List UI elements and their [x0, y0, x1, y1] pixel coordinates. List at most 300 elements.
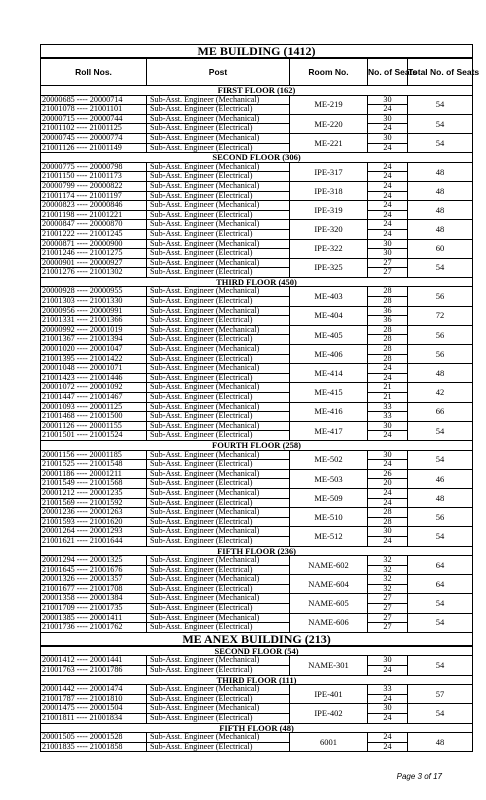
room-no: ME-403	[290, 287, 368, 306]
seat-plan-body	[41, 44, 480, 752]
roll-from: 21001569	[42, 497, 75, 507]
seat-count: 30	[368, 704, 408, 714]
post: Sub-Asst. Engineer (Mechanical)	[147, 527, 290, 537]
post: Sub-Asst. Engineer (Mechanical)	[147, 325, 290, 335]
roll-range: 20000745 ---- 20000774	[41, 133, 147, 143]
roll-range: 21001126 ---- 21001149	[41, 143, 147, 153]
post: Sub-Asst. Engineer (Electrical)	[147, 191, 290, 201]
roll-to: 20000822	[89, 180, 123, 190]
roll-range: 21001198 ---- 21001221	[41, 210, 147, 220]
seat-count: 24	[368, 105, 408, 115]
seat-count: 24	[368, 431, 408, 441]
roll-range: 21001593 ---- 21001620	[41, 517, 147, 527]
post: Sub-Asst. Engineer (Mechanical)	[147, 162, 290, 172]
roll-to: 20001092	[89, 382, 123, 392]
roll-to: 20000955	[89, 286, 123, 296]
room-no: NAME-604	[290, 575, 368, 594]
seat-count: 24	[368, 210, 408, 220]
roll-from: 20000956	[42, 305, 75, 315]
post: Sub-Asst. Engineer (Electrical)	[147, 105, 290, 115]
total-seats: 48	[408, 201, 473, 220]
post: Sub-Asst. Engineer (Electrical)	[147, 210, 290, 220]
roll-from: 20001264	[42, 526, 75, 536]
roll-to: 20000798	[89, 161, 123, 171]
roll-to: 21001221	[89, 209, 123, 219]
roll-from: 21001621	[42, 535, 75, 545]
roll-range: 20000715 ---- 20000744	[41, 114, 147, 124]
roll-from: 21001549	[42, 478, 75, 488]
roll-range: 20001358 ---- 20001384	[41, 594, 147, 604]
seat-count: 24	[368, 124, 408, 134]
roll-from: 20001212	[42, 487, 75, 497]
roll-range: 20001212 ---- 20001235	[41, 488, 147, 498]
post: Sub-Asst. Engineer (Electrical)	[147, 623, 290, 633]
roll-range: 21001423 ---- 21001446	[41, 373, 147, 383]
roll-from: 21001593	[42, 516, 75, 526]
seat-count: 28	[368, 508, 408, 518]
header-post: Post	[147, 58, 290, 86]
room-no: IPE-320	[290, 220, 368, 239]
roll-from: 21001276	[42, 267, 75, 277]
room-no: ME-414	[290, 364, 368, 383]
room-no: IPE-319	[290, 201, 368, 220]
seat-count: 24	[368, 536, 408, 546]
post: Sub-Asst. Engineer (Mechanical)	[147, 287, 290, 297]
roll-to: 21001101	[89, 104, 123, 114]
roll-to: 21001500	[89, 411, 123, 421]
total-seats: 54	[408, 450, 473, 469]
roll-from: 21001395	[42, 353, 75, 363]
roll-from: 21001303	[42, 296, 75, 306]
roll-range: 20001475 ---- 20001504	[41, 704, 147, 714]
roll-to: 21001197	[89, 190, 122, 200]
roll-range: 20001442 ---- 20001474	[41, 685, 147, 695]
seat-count: 28	[368, 325, 408, 335]
roll-range: 21001150 ---- 21001173	[41, 172, 147, 182]
roll-to: 20000927	[89, 257, 123, 267]
roll-from: 21001501	[42, 430, 75, 440]
roll-from: 21001331	[42, 315, 75, 325]
post: Sub-Asst. Engineer (Electrical)	[147, 229, 290, 239]
roll-range: 20000799 ---- 20000822	[41, 181, 147, 191]
total-seats: 56	[408, 508, 473, 527]
room-no: ME-405	[290, 325, 368, 344]
seat-count: 24	[368, 460, 408, 470]
roll-from: 21001150	[42, 171, 75, 181]
total-seats: 54	[408, 95, 473, 114]
seat-count: 30	[368, 95, 408, 105]
roll-range: 21001395 ---- 21001422	[41, 354, 147, 364]
roll-from: 20000901	[42, 257, 75, 267]
roll-from: 21001787	[42, 693, 75, 703]
total-seats: 56	[408, 325, 473, 344]
post: Sub-Asst. Engineer (Electrical)	[147, 742, 290, 752]
seat-count: 24	[368, 172, 408, 182]
post: Sub-Asst. Engineer (Mechanical)	[147, 114, 290, 124]
roll-from: 21001645	[42, 564, 75, 574]
roll-to: 21001330	[89, 296, 123, 306]
roll-range: 20001412 ---- 20001441	[41, 656, 147, 666]
roll-range: 21001763 ---- 21001786	[41, 666, 147, 676]
post: Sub-Asst. Engineer (Mechanical)	[147, 450, 290, 460]
total-seats: 54	[408, 613, 473, 632]
roll-range: 21001447 ---- 21001467	[41, 393, 147, 403]
roll-from: 20001072	[42, 382, 75, 392]
roll-from: 21001126	[42, 142, 75, 152]
roll-from: 21001367	[42, 334, 75, 344]
post: Sub-Asst. Engineer (Electrical)	[147, 412, 290, 422]
seat-count: 28	[368, 354, 408, 364]
roll-to: 21001275	[89, 248, 123, 258]
post: Sub-Asst. Engineer (Mechanical)	[147, 306, 290, 316]
seat-count: 24	[368, 666, 408, 676]
roll-to: 20001384	[89, 593, 123, 603]
header-roll-nos: Roll Nos.	[41, 58, 147, 86]
seat-count: 24	[368, 162, 408, 172]
roll-to: 21001422	[89, 353, 123, 363]
post: Sub-Asst. Engineer (Electrical)	[147, 268, 290, 278]
roll-range: 21001222 ---- 21001245	[41, 229, 147, 239]
post: Sub-Asst. Engineer (Electrical)	[147, 666, 290, 676]
post: Sub-Asst. Engineer (Electrical)	[147, 584, 290, 594]
roll-to: 21001786	[89, 665, 123, 675]
room-no: ME-219	[290, 95, 368, 114]
seat-count: 24	[368, 373, 408, 383]
roll-range: 21001276 ---- 21001302	[41, 268, 147, 278]
roll-from: 21001677	[42, 583, 75, 593]
post: Sub-Asst. Engineer (Mechanical)	[147, 733, 290, 743]
seat-count: 27	[368, 258, 408, 268]
seat-count: 24	[368, 201, 408, 211]
roll-from: 21001423	[42, 372, 75, 382]
roll-range: 20000847 ---- 20000870	[41, 220, 147, 230]
seat-count: 28	[368, 335, 408, 345]
seat-count: 24	[368, 143, 408, 153]
room-no: 6001	[290, 733, 368, 752]
roll-from: 20000992	[42, 324, 75, 334]
roll-to: 21001149	[89, 142, 122, 152]
roll-to: 20001504	[89, 703, 123, 713]
post: Sub-Asst. Engineer (Electrical)	[147, 604, 290, 614]
post: Sub-Asst. Engineer (Electrical)	[147, 335, 290, 345]
roll-to: 21001620	[89, 516, 123, 526]
roll-from: 21001811	[42, 713, 75, 722]
roll-to: 21001708	[89, 583, 123, 593]
roll-range: 20000901 ---- 20000927	[41, 258, 147, 268]
roll-to: 21001834	[89, 713, 123, 722]
roll-range: 20000775 ---- 20000798	[41, 162, 147, 172]
roll-to: 21001394	[89, 334, 123, 344]
roll-from: 20001020	[42, 344, 75, 354]
room-no: ME-416	[290, 402, 368, 421]
seat-count: 33	[368, 402, 408, 412]
roll-to: 21001735	[89, 603, 123, 613]
total-seats: 48	[408, 220, 473, 239]
room-no: ME-503	[290, 469, 368, 488]
roll-to: 20001125	[89, 401, 123, 411]
roll-from: 20000685	[42, 94, 75, 104]
total-seats: 56	[408, 345, 473, 364]
post: Sub-Asst. Engineer (Electrical)	[147, 498, 290, 508]
total-seats: 46	[408, 469, 473, 488]
roll-from: 20001385	[42, 612, 75, 622]
total-seats: 57	[408, 685, 473, 704]
total-seats: 48	[408, 162, 473, 181]
roll-range: 20001020 ---- 20001047	[41, 345, 147, 355]
seat-count: 30	[368, 114, 408, 124]
room-no: ME-502	[290, 450, 368, 469]
total-seats: 54	[408, 594, 473, 613]
post: Sub-Asst. Engineer (Mechanical)	[147, 133, 290, 143]
roll-to: 21001302	[89, 267, 123, 277]
roll-to: 20000744	[89, 113, 123, 123]
seat-count: 30	[368, 249, 408, 259]
room-no: ME-220	[290, 114, 368, 133]
header-no-of-seats: No. of Seats	[368, 58, 408, 86]
seat-count: 28	[368, 345, 408, 355]
roll-range: 20001326 ---- 20001357	[41, 575, 147, 585]
floor-title: FIFTH FLOOR (236)	[41, 546, 473, 556]
seat-count: 27	[368, 604, 408, 614]
floor-title: THIRD FLOOR (111)	[41, 675, 473, 685]
seat-count: 32	[368, 575, 408, 585]
building-title: ME BUILDING (1412)	[41, 45, 473, 59]
roll-to: 20001211	[89, 468, 122, 478]
roll-from: 21001246	[42, 248, 75, 258]
floor-title: SECOND FLOOR (54)	[41, 646, 473, 656]
seat-count: 28	[368, 287, 408, 297]
roll-from: 20000799	[42, 180, 75, 190]
roll-to: 20001293	[89, 526, 123, 536]
roll-from: 20001186	[42, 468, 75, 478]
post: Sub-Asst. Engineer (Electrical)	[147, 373, 290, 383]
seat-count: 30	[368, 656, 408, 666]
seat-count: 32	[368, 565, 408, 575]
roll-to: 20000900	[89, 238, 123, 248]
roll-to: 21001173	[89, 171, 122, 181]
roll-range: 21001102 ---- 21001125	[41, 124, 147, 134]
post: Sub-Asst. Engineer (Electrical)	[147, 460, 290, 470]
roll-to: 20001357	[89, 574, 123, 584]
roll-to: 21001467	[89, 392, 123, 401]
roll-range: 20001294 ---- 20001325	[41, 556, 147, 566]
total-seats: 72	[408, 306, 473, 325]
roll-from: 21001468	[42, 411, 75, 421]
seat-count: 30	[368, 450, 408, 460]
roll-range: 20000685 ---- 20000714	[41, 95, 147, 105]
post: Sub-Asst. Engineer (Electrical)	[147, 714, 290, 724]
roll-to: 20000870	[89, 219, 123, 229]
total-seats: 54	[408, 704, 473, 723]
roll-from: 20001412	[42, 655, 75, 665]
post: Sub-Asst. Engineer (Mechanical)	[147, 364, 290, 374]
total-seats: 54	[408, 656, 473, 675]
roll-to: 21001858	[89, 741, 123, 751]
roll-from: 21001222	[42, 228, 75, 238]
column-header-row	[41, 58, 473, 86]
roll-range: 20001186 ---- 20001211	[41, 469, 147, 479]
post: Sub-Asst. Engineer (Mechanical)	[147, 488, 290, 498]
roll-from: 21001763	[42, 665, 75, 675]
floor-row	[41, 646, 473, 656]
post: Sub-Asst. Engineer (Mechanical)	[147, 345, 290, 355]
roll-from: 20001294	[42, 555, 75, 565]
roll-from: 21001709	[42, 603, 75, 613]
roll-range: 20001505 ---- 20001528	[41, 733, 147, 743]
post: Sub-Asst. Engineer (Mechanical)	[147, 239, 290, 249]
seat-count: 30	[368, 421, 408, 431]
roll-range: 21001174 ---- 21001197	[41, 191, 147, 201]
seat-count: 24	[368, 742, 408, 752]
header-total-seats: Total No. of Seats	[408, 58, 473, 86]
roll-to: 21001810	[89, 693, 123, 703]
post: Sub-Asst. Engineer (Electrical)	[147, 431, 290, 441]
roll-to: 20001263	[89, 507, 123, 517]
seat-count: 24	[368, 364, 408, 374]
roll-to: 21001245	[89, 228, 123, 238]
seat-count: 27	[368, 594, 408, 604]
seat-count: 24	[368, 488, 408, 498]
roll-to: 20001185	[89, 449, 122, 459]
seat-count: 28	[368, 517, 408, 527]
roll-to: 20001441	[89, 655, 123, 665]
seat-count: 30	[368, 133, 408, 143]
roll-range: 20000871 ---- 20000900	[41, 239, 147, 249]
roll-to: 20001528	[89, 732, 123, 742]
roll-to: 21001125	[89, 123, 122, 133]
roll-to: 20001411	[89, 612, 123, 622]
seat-count: 30	[368, 527, 408, 537]
roll-to: 20000714	[89, 94, 123, 104]
post: Sub-Asst. Engineer (Electrical)	[147, 297, 290, 307]
roll-from: 21001525	[42, 459, 75, 469]
roll-range: 20000823 ---- 20000846	[41, 201, 147, 211]
roll-range: 21001645 ---- 21001676	[41, 565, 147, 575]
total-seats: 54	[408, 133, 473, 152]
total-seats: 48	[408, 181, 473, 200]
roll-range: 21001709 ---- 21001735	[41, 604, 147, 614]
roll-range: 21001811 ---- 21001834	[41, 714, 147, 724]
total-seats: 54	[408, 114, 473, 133]
seat-count: 32	[368, 584, 408, 594]
roll-from: 20001048	[42, 363, 75, 373]
roll-from: 20001475	[42, 703, 75, 713]
room-no: NAME-301	[290, 656, 368, 675]
room-no: ME-510	[290, 508, 368, 527]
post: Sub-Asst. Engineer (Electrical)	[147, 124, 290, 134]
roll-from: 20001093	[42, 401, 75, 411]
post: Sub-Asst. Engineer (Mechanical)	[147, 201, 290, 211]
post: Sub-Asst. Engineer (Mechanical)	[147, 181, 290, 191]
room-no: NAME-605	[290, 594, 368, 613]
room-no: ME-415	[290, 383, 368, 402]
post: Sub-Asst. Engineer (Electrical)	[147, 143, 290, 153]
roll-to: 20000846	[89, 200, 123, 210]
roll-to: 20001019	[89, 324, 123, 334]
roll-from: 20001156	[42, 449, 75, 459]
post: Sub-Asst. Engineer (Mechanical)	[147, 383, 290, 393]
roll-from: 21001835	[42, 741, 75, 751]
seat-count: 21	[368, 383, 408, 393]
roll-range: 20001126 ---- 20001155	[41, 421, 147, 431]
roll-from: 21001447	[42, 392, 75, 401]
seat-count: 24	[368, 498, 408, 508]
post: Sub-Asst. Engineer (Mechanical)	[147, 258, 290, 268]
seat-count: 30	[368, 239, 408, 249]
total-seats: 48	[408, 364, 473, 383]
seat-count: 24	[368, 714, 408, 724]
roll-range: 21001569 ---- 21001592	[41, 498, 147, 508]
seat-count: 24	[368, 191, 408, 201]
roll-to: 20001325	[89, 555, 123, 565]
roll-from: 20001358	[42, 593, 75, 603]
roll-range: 20001093 ---- 20001125	[41, 402, 147, 412]
room-no: NAME-606	[290, 613, 368, 632]
post: Sub-Asst. Engineer (Mechanical)	[147, 469, 290, 479]
seat-count: 28	[368, 297, 408, 307]
roll-range: 21001246 ---- 21001275	[41, 249, 147, 259]
roll-from: 20000928	[42, 286, 75, 296]
post: Sub-Asst. Engineer (Mechanical)	[147, 556, 290, 566]
seat-count: 24	[368, 220, 408, 230]
seat-count: 24	[368, 733, 408, 743]
roll-from: 20001236	[42, 507, 75, 517]
total-seats: 64	[408, 556, 473, 575]
roll-range: 21001621 ---- 21001644	[41, 536, 147, 546]
roll-range: 20001156 ---- 20001185	[41, 450, 147, 460]
seat-plan-table	[40, 44, 480, 752]
total-seats: 54	[408, 421, 473, 440]
seat-count: 24	[368, 181, 408, 191]
post: Sub-Asst. Engineer (Electrical)	[147, 536, 290, 546]
post: Sub-Asst. Engineer (Mechanical)	[147, 220, 290, 230]
post: Sub-Asst. Engineer (Electrical)	[147, 354, 290, 364]
roll-from: 20001326	[42, 574, 75, 584]
post: Sub-Asst. Engineer (Mechanical)	[147, 402, 290, 412]
roll-to: 21001568	[89, 478, 123, 488]
seat-count: 26	[368, 469, 408, 479]
roll-from: 21001736	[42, 622, 75, 632]
roll-to: 20000774	[89, 132, 123, 142]
roll-range: 20001264 ---- 20001293	[41, 527, 147, 537]
room-no: IPE-322	[290, 239, 368, 258]
post: Sub-Asst. Engineer (Mechanical)	[147, 421, 290, 431]
seat-plan-sheet	[40, 44, 480, 752]
roll-to: 20000991	[89, 305, 123, 315]
roll-from: 20000871	[42, 238, 75, 248]
post: Sub-Asst. Engineer (Mechanical)	[147, 594, 290, 604]
seat-count: 27	[368, 268, 408, 278]
roll-from: 21001198	[42, 209, 75, 219]
roll-to: 20001235	[89, 487, 123, 497]
seat-count: 32	[368, 556, 408, 566]
room-no: ME-406	[290, 345, 368, 364]
seat-count: 33	[368, 412, 408, 422]
roll-to: 20001474	[89, 684, 123, 694]
roll-to: 21001592	[89, 497, 123, 507]
roll-to: 21001676	[89, 564, 123, 574]
seat-count: 33	[368, 685, 408, 695]
roll-range: 20000992 ---- 20001019	[41, 325, 147, 335]
post: Sub-Asst. Engineer (Electrical)	[147, 393, 290, 403]
roll-from: 20001442	[42, 684, 75, 694]
floor-title: FOURTH FLOOR (258)	[41, 440, 473, 450]
seat-count: 36	[368, 316, 408, 326]
building-row	[41, 632, 473, 646]
room-no: NAME-602	[290, 556, 368, 575]
post: Sub-Asst. Engineer (Electrical)	[147, 249, 290, 259]
seat-count: 36	[368, 306, 408, 316]
